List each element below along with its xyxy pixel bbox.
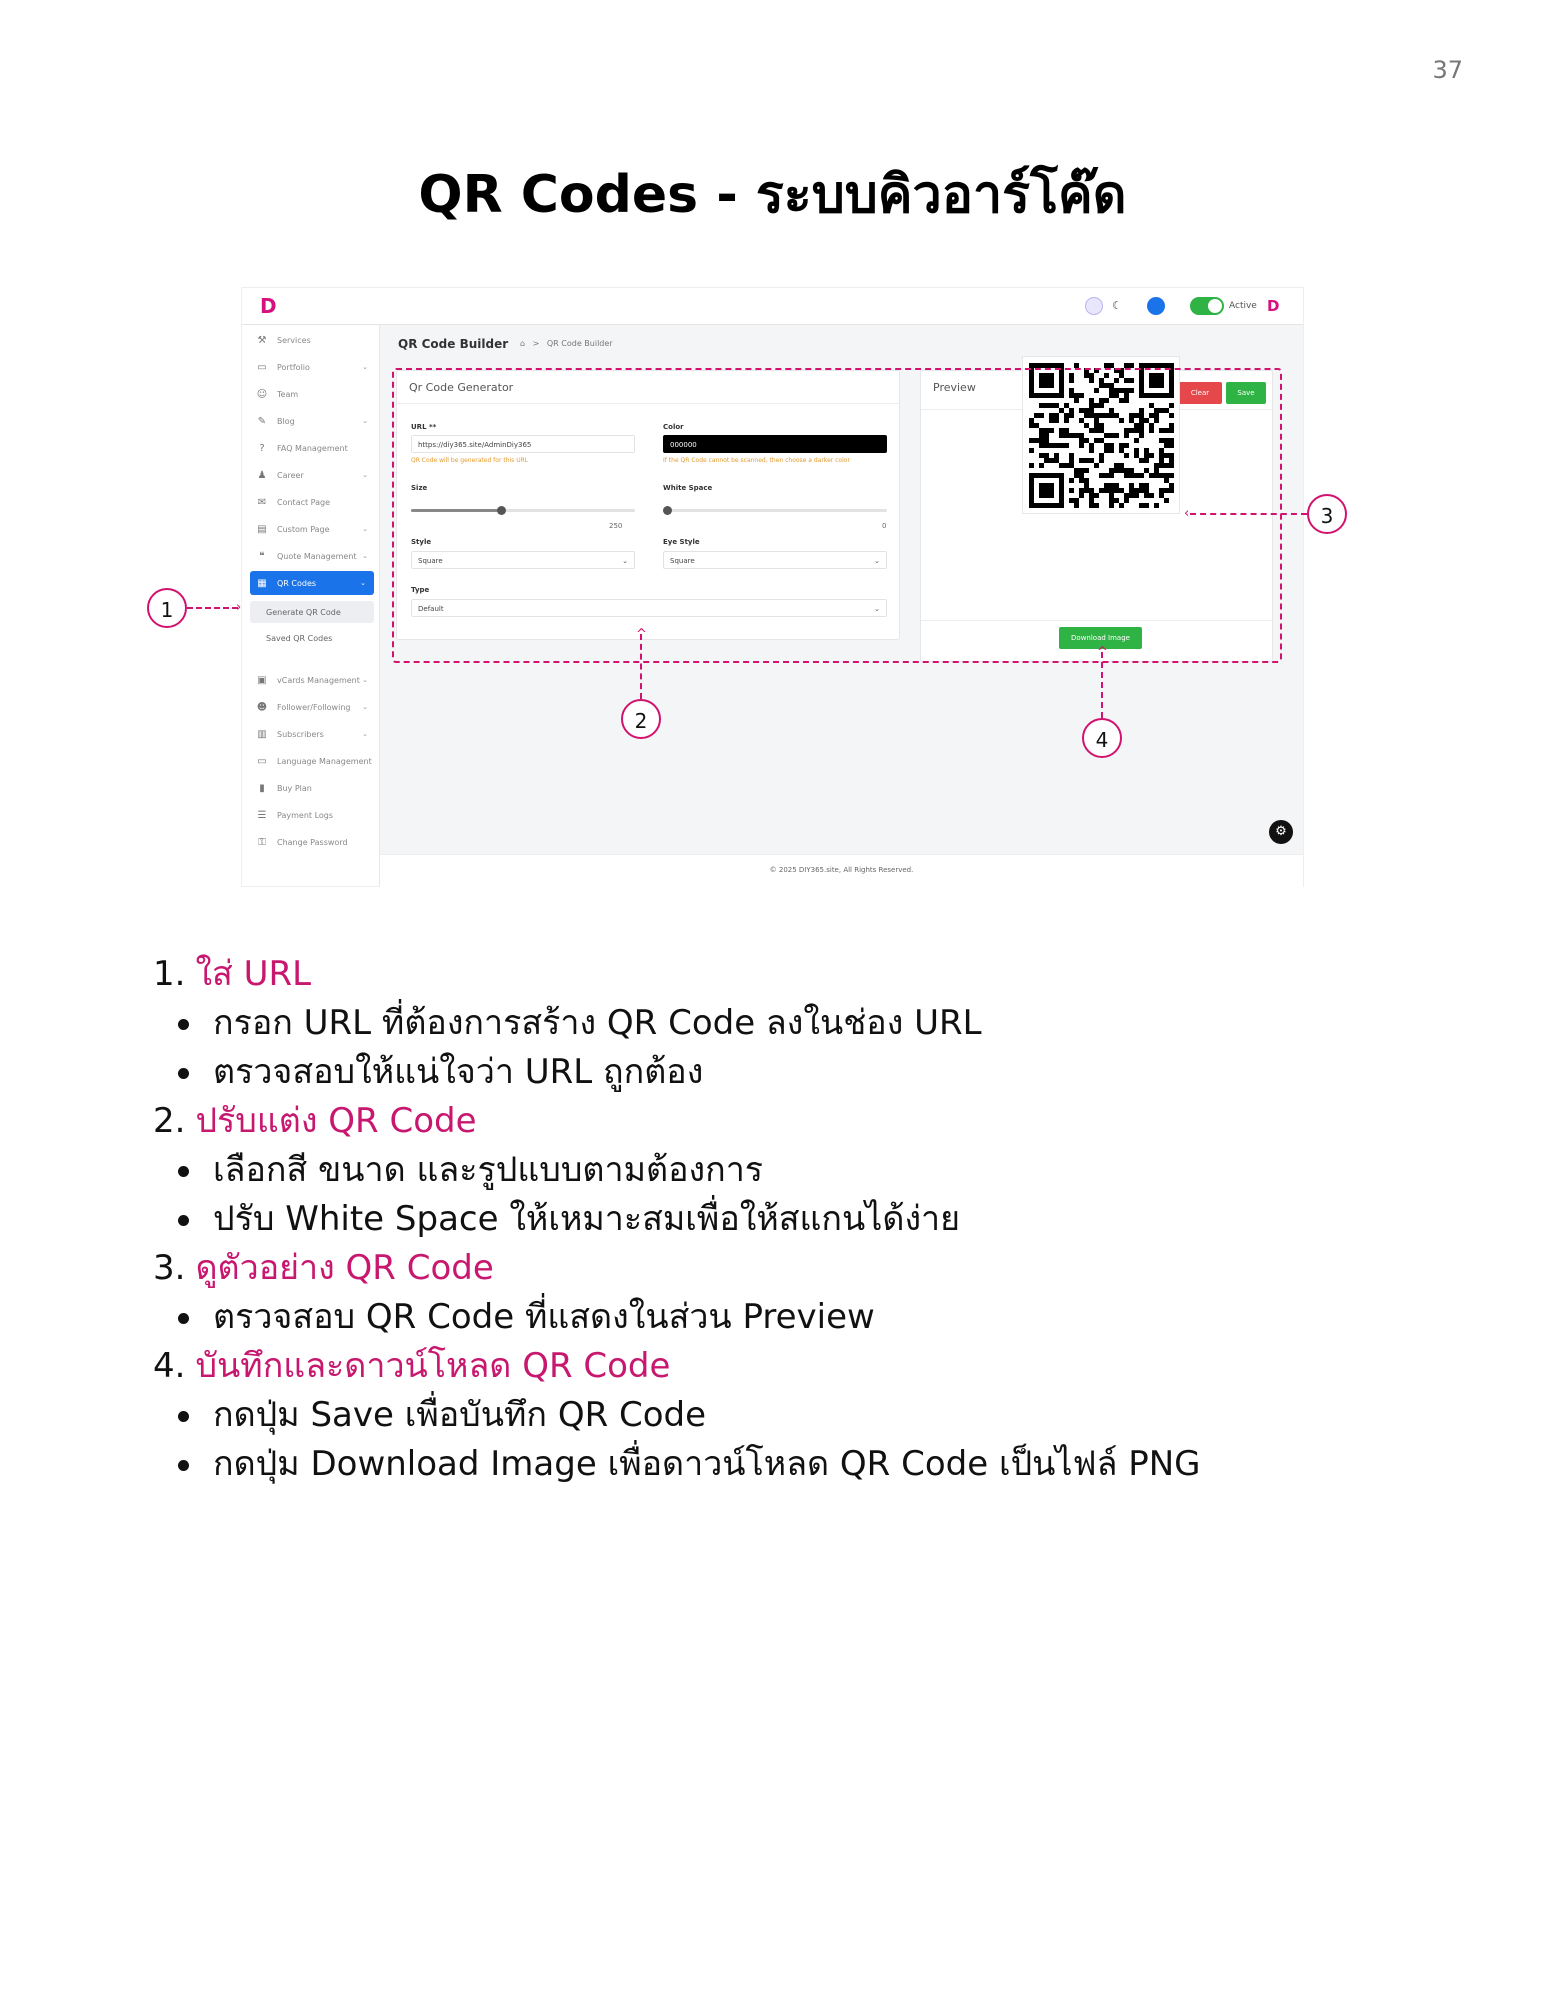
callout-2: 2 (621, 699, 661, 739)
chevron-down-icon: ⌄ (622, 557, 628, 565)
light-mode-icon[interactable] (1085, 297, 1103, 315)
chevron-down-icon: ⌄ (874, 557, 880, 565)
sidebar-item-question[interactable] (256, 436, 376, 460)
vcard-icon: ▣ (257, 674, 267, 686)
sidebar-item-label: Follower/Following (277, 702, 351, 712)
highlight-box (392, 368, 1282, 663)
generator-heading: Qr Code Generator (409, 381, 514, 394)
chevron-down-icon: ⌄ (362, 552, 368, 560)
color-hint: If the QR Code cannot be scanned, then choose a darker color (663, 457, 850, 464)
chevron-down-icon: ⌄ (362, 676, 368, 684)
user-avatar[interactable]: D (1267, 297, 1280, 315)
page-icon: ▤ (257, 523, 267, 535)
footer-copyright: © 2025 DIY365.site, All Rights Reserved. (769, 866, 914, 874)
chevron-down-icon: ⌄ (360, 579, 366, 587)
arrow-right-icon: › (236, 600, 242, 615)
sidebar-subitem[interactable]: Generate QR Code (250, 601, 374, 623)
key-icon: ⚿ (258, 836, 266, 848)
sidebar-item-plan[interactable] (256, 776, 376, 800)
download-image-button[interactable]: Download Image (1059, 627, 1142, 649)
sidebar-item-label: Subscribers (277, 729, 324, 739)
step-bullet: ตรวจสอบ QR Code ที่แสดงในส่วน Preview (153, 1293, 1453, 1342)
step-heading (153, 1342, 1453, 1391)
sidebar-subitem[interactable]: Saved QR Codes (266, 633, 333, 643)
portfolio-icon: ▭ (257, 361, 267, 373)
sidebar-item-label: FAQ Management (277, 443, 348, 453)
quote-icon: ❝ (259, 550, 265, 562)
sidebar-item-subscribers[interactable] (256, 722, 376, 746)
sidebar-item-envelope[interactable] (256, 490, 376, 514)
list-icon: ☰ (257, 809, 267, 821)
step-bullet: เลือกสี ขนาด และรูปแบบตามต้องการ (153, 1146, 1453, 1195)
chevron-down-icon: ⌄ (362, 525, 368, 533)
color-label: Color (663, 423, 684, 431)
sidebar (242, 325, 380, 886)
step-number: 1. (153, 954, 186, 994)
sidebar-item-team[interactable] (256, 382, 376, 406)
callout-3: 3 (1307, 494, 1347, 534)
sidebar-item-list[interactable] (256, 803, 376, 827)
callout-1-connector (187, 607, 238, 609)
sidebar-item-quote[interactable] (256, 544, 376, 568)
followers-icon: ☻ (256, 701, 268, 713)
chevron-down-icon: ⌄ (362, 363, 368, 371)
dark-mode-icon[interactable]: ☾ (1112, 299, 1122, 312)
instruction-list (153, 950, 1453, 1489)
arrow-left-icon: ‹ (1184, 506, 1190, 521)
plan-icon: ▮ (259, 782, 265, 794)
sidebar-item-vcard[interactable] (256, 668, 376, 692)
envelope-icon: ✉ (257, 496, 267, 508)
sidebar-item-label: Change Password (277, 837, 348, 847)
callout-2-connector (640, 634, 642, 699)
subscribers-icon: ▥ (257, 728, 267, 740)
sidebar-item-qr[interactable] (250, 571, 374, 595)
sidebar-item-page[interactable] (256, 517, 376, 541)
step-number: 3. (153, 1248, 186, 1288)
sidebar-item-portfolio[interactable] (256, 355, 376, 379)
sidebar-item-label: Portfolio (277, 362, 310, 372)
color-input[interactable]: 000000 (663, 435, 887, 453)
home-icon[interactable]: ⌂ (520, 339, 526, 348)
style-label: Style (411, 538, 432, 546)
step-title: ใส่ URL (195, 954, 312, 994)
step-number: 2. (153, 1101, 186, 1141)
step-bullet: กรอก URL ที่ต้องการสร้าง QR Code ลงในช่อง URL (153, 999, 1453, 1048)
sidebar-item-label: Career (277, 470, 304, 480)
eye-style-label: Eye Style (663, 538, 700, 546)
step-bullet: ปรับ White Space ให้เหมาะสมเพื่อให้สแกนได้ง่าย (153, 1195, 1453, 1244)
breadcrumb-separator: > (532, 339, 540, 348)
url-input[interactable]: https://diy365.site/AdminDiy365 (411, 435, 635, 453)
save-button[interactable]: Save (1226, 382, 1266, 404)
sidebar-item-label: Language Management (277, 756, 372, 766)
services-icon: ⚒ (257, 334, 267, 346)
size-value: 250 (609, 522, 623, 530)
sidebar-item-services[interactable] (256, 328, 376, 352)
callout-4: 4 (1082, 718, 1122, 758)
sidebar-item-label: Services (277, 335, 311, 345)
step-bullet: กดปุ่ม Save เพื่อบันทึก QR Code (153, 1391, 1453, 1440)
page-heading: QR Code Builder (398, 337, 509, 351)
qr-icon: ▦ (257, 577, 267, 589)
status-label: Active (1229, 301, 1257, 311)
white-space-label: White Space (663, 484, 713, 492)
arrow-up-icon: ^ (636, 627, 647, 642)
sidebar-item-language[interactable] (256, 749, 376, 773)
callout-1: 1 (147, 588, 187, 628)
step-number: 4. (153, 1346, 186, 1386)
view-site-icon[interactable] (1147, 297, 1165, 315)
sidebar-item-label: Quote Management (277, 551, 357, 561)
sidebar-item-blog[interactable] (256, 409, 376, 433)
sidebar-item-label: Contact Page (277, 497, 331, 507)
sidebar-item-label: vCards Management (277, 675, 360, 685)
step-bullet: ตรวจสอบให้แน่ใจว่า URL ถูกต้อง (153, 1048, 1453, 1097)
step-title: ดูตัวอย่าง QR Code (195, 1248, 494, 1288)
language-icon: ▭ (257, 755, 267, 767)
breadcrumb-current: QR Code Builder (546, 339, 613, 348)
breadcrumb-trail (520, 339, 613, 348)
type-select-value: Default (418, 605, 444, 613)
page-title: QR Codes - ระบบคิวอาร์โค๊ด (418, 165, 1127, 225)
chevron-down-icon: ⌄ (874, 605, 880, 613)
sidebar-item-followers[interactable] (256, 695, 376, 719)
sidebar-item-label: Custom Page (277, 524, 330, 534)
status-toggle[interactable] (1190, 297, 1224, 315)
url-label: URL ** (411, 423, 437, 431)
sidebar-item-label: Buy Plan (277, 783, 312, 793)
sidebar-item-label: QR Codes (277, 578, 317, 588)
url-hint: QR Code will be generated for this URL (411, 457, 529, 464)
chevron-down-icon: ⌄ (362, 703, 368, 711)
sidebar-item-label: Payment Logs (277, 810, 334, 820)
step-title: บันทึกและดาวน์โหลด QR Code (195, 1346, 671, 1386)
sidebar-item-key[interactable] (256, 830, 376, 854)
callout-3-connector (1190, 513, 1307, 515)
chevron-down-icon: ⌄ (362, 471, 368, 479)
type-label: Type (411, 586, 430, 594)
footer (380, 854, 1303, 887)
size-label: Size (411, 484, 428, 492)
top-bar (242, 288, 1303, 325)
style-select-value: Square (418, 557, 443, 565)
preview-heading: Preview (933, 381, 976, 394)
step-heading (153, 950, 1453, 999)
page-number: 37 (1432, 56, 1463, 84)
chevron-down-icon: ⌄ (362, 730, 368, 738)
question-icon: ? (259, 442, 265, 454)
chevron-down-icon: ⌄ (362, 417, 368, 425)
step-bullet: กดปุ่ม Download Image เพื่อดาวน์โหลด QR Code เป็นไฟล์ PNG (153, 1440, 1453, 1489)
career-icon: ♟ (257, 469, 267, 481)
sidebar-item-career[interactable] (256, 463, 376, 487)
logo[interactable]: D (260, 294, 277, 318)
step-heading (153, 1097, 1453, 1146)
callout-4-connector (1101, 652, 1103, 718)
white-space-value: 0 (882, 522, 887, 530)
step-heading (153, 1244, 1453, 1293)
sidebar-item-label: Blog (277, 416, 295, 426)
settings-gear-icon[interactable]: ⚙ (1269, 820, 1293, 844)
blog-icon: ✎ (257, 415, 267, 427)
clear-button[interactable]: Clear (1178, 382, 1222, 404)
team-icon: ☺ (256, 388, 268, 400)
eye-style-select-value: Square (670, 557, 695, 565)
arrow-up-icon: ^ (1097, 645, 1108, 660)
step-title: ปรับแต่ง QR Code (195, 1101, 477, 1141)
sidebar-item-label: Team (277, 389, 299, 399)
